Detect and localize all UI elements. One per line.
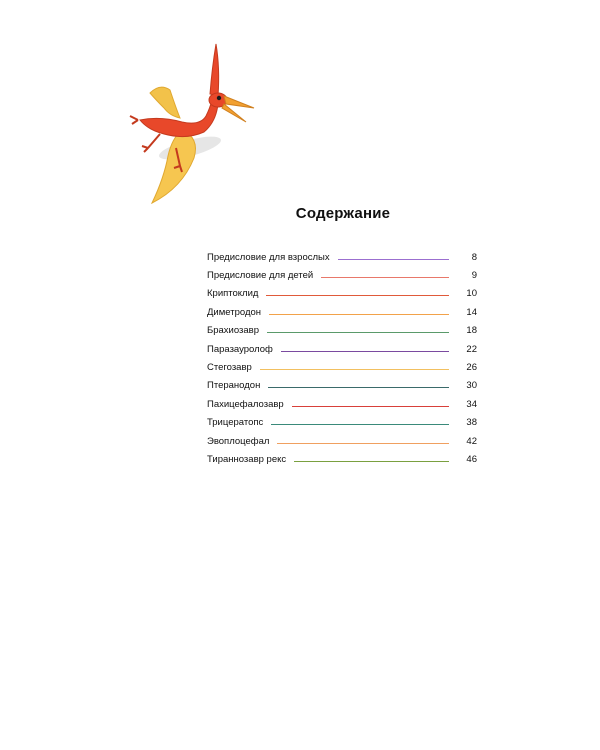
toc-entry-page: 42 (466, 435, 477, 447)
toc-entry-leader-line (269, 314, 449, 315)
pteranodon-left-wing (150, 87, 180, 118)
toc-entry-label: Криптоклид (207, 288, 259, 300)
toc-entry[interactable] (207, 450, 477, 468)
toc-entry-page: 46 (466, 453, 477, 465)
toc-entry-page: 38 (466, 417, 477, 429)
toc-entry-leader-line (266, 295, 449, 296)
pteranodon-crest (210, 44, 219, 96)
toc-entry[interactable] (207, 414, 477, 432)
toc-entry[interactable] (207, 322, 477, 340)
toc-entry-leader-line (321, 277, 449, 278)
toc-entry-page: 14 (466, 306, 477, 318)
toc-entry-page: 30 (466, 380, 477, 392)
page-title: Содержание (295, 205, 391, 222)
toc-entry[interactable] (207, 303, 477, 321)
toc-entry-page: 8 (471, 251, 477, 263)
pteranodon-claw (130, 116, 138, 124)
toc-entry-label: Диметродон (207, 306, 262, 318)
toc-entry[interactable] (207, 340, 477, 358)
toc-entry-label: Предисловие для детей (207, 270, 314, 282)
toc-entry-label: Паразауролоф (207, 343, 273, 355)
toc-entry-leader-line (281, 351, 449, 352)
pteranodon-right-wing (152, 130, 196, 203)
toc-entry-leader-line (271, 424, 449, 425)
toc-entry-label: Пахицефалозавр (207, 398, 284, 410)
toc-entry[interactable] (207, 432, 477, 450)
toc-entry-leader-line (292, 406, 449, 407)
toc-entry[interactable] (207, 395, 477, 413)
table-of-contents (207, 248, 477, 469)
toc-entry-page: 10 (466, 288, 477, 300)
toc-entry-page: 9 (471, 270, 477, 282)
toc-entry-leader-line (267, 332, 449, 333)
toc-entry-leader-line (338, 259, 449, 260)
toc-entry-page: 26 (466, 362, 477, 374)
pteranodon-eye (217, 96, 221, 100)
toc-entry-label: Предисловие для взрослых (207, 251, 330, 263)
toc-entry-label: Брахиозавр (207, 325, 260, 337)
toc-entry-page: 18 (466, 325, 477, 337)
toc-entry-page: 34 (466, 398, 477, 410)
toc-entry-leader-line (294, 461, 449, 462)
toc-entry[interactable] (207, 266, 477, 284)
toc-entry-leader-line (277, 443, 449, 444)
toc-entry-label: Стегозавр (207, 362, 252, 374)
toc-entry-label: Трицератопс (207, 417, 264, 429)
toc-entry-leader-line (268, 387, 449, 388)
pteranodon-leg (142, 134, 160, 152)
toc-entry[interactable] (207, 285, 477, 303)
toc-entry[interactable] (207, 358, 477, 376)
pteranodon-beak (224, 96, 254, 108)
toc-entry-label: Птеранодон (207, 380, 261, 392)
toc-entry-label: Тираннозавр рекс (207, 453, 287, 465)
toc-entry-leader-line (260, 369, 449, 370)
toc-entry[interactable] (207, 248, 477, 266)
toc-entry-page: 22 (466, 343, 477, 355)
toc-entry-label: Эвоплоцефал (207, 435, 270, 447)
toc-entry[interactable] (207, 377, 477, 395)
pteranodon-illustration (120, 38, 260, 210)
